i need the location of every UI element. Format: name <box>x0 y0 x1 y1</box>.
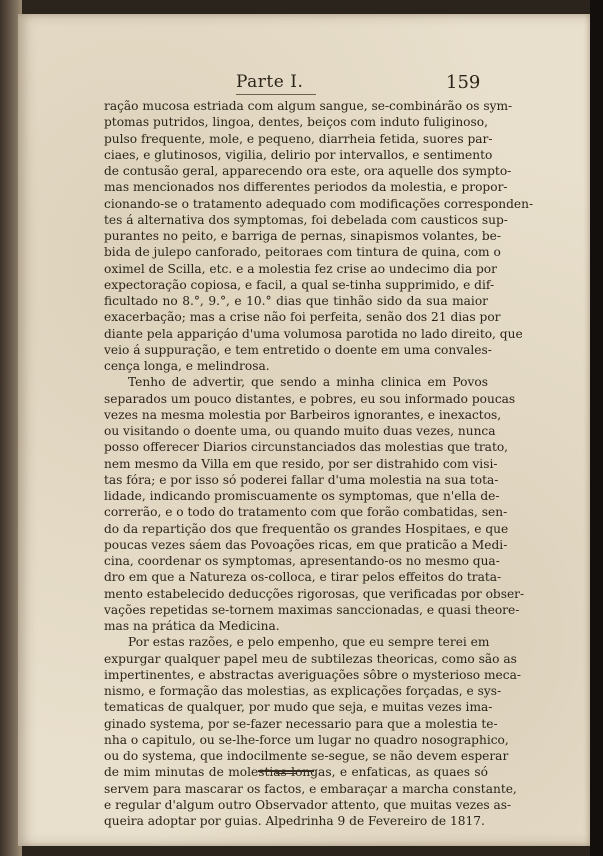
text-line: do da repartição dos que frequentão os grandes Hospitaes, e que <box>104 521 509 536</box>
text-line: nismo, e formação das molestias, as explicações forçadas, e sys- <box>104 684 502 698</box>
text-line: expectoração copiosa, e facil, a qual se-tinha supprimido, e dif- <box>104 277 495 292</box>
text-line: tematicas de qualquer, por mudo que seja, e muitas vezes ima- <box>104 700 493 715</box>
text-line: ciaes, e glutinosos, vigilia, delirio por intervallos, e sentimento <box>104 147 493 162</box>
text-line: vações repetidas se-tornem maximas sanccionadas, e quasi theore- <box>104 602 520 617</box>
page-header <box>236 72 486 98</box>
text-line: lidade, indicando promiscuamente os symptomas, que n'ella de- <box>104 489 500 503</box>
text-line: ração mucosa estriada com algum sangue, se-combinárão os sym- <box>104 99 513 113</box>
text-line: tas fóra; e por isso só poderei fallar d'uma molestia na sua tota- <box>104 472 499 487</box>
text-line: pulso frequente, mole, e pequeno, diarrheia fetida, suores par- <box>104 131 493 146</box>
text-line: vezes na mesma molestia por Barbeiros ignorantes, e inexactos, <box>104 407 502 422</box>
scan-right-edge <box>590 0 603 856</box>
text-line: dro em que a Natureza os-colloca, e tirar pelos effeitos do trata- <box>104 570 502 585</box>
text-line: queira adoptar por guias. Alpedrinha 9 de Fevereiro de 1817. <box>104 814 485 828</box>
text-line: impertinentes, e abstractas averiguações sôbre o mysterioso meca- <box>104 667 521 682</box>
text-line: nha o capitulo, ou se-lhe-force um lugar no quadro nosographico, <box>104 732 509 747</box>
page-number: 159 <box>446 72 481 93</box>
text-line: ficultado no 8.°, 9.°, e 10.° dias que tinhão sido da sua maior <box>104 294 488 308</box>
text-line: cionando-se o tratamento adequado com modificações corresponden- <box>104 196 534 211</box>
text-line: Tenho de advertir, que sendo a minha clinica em Povos <box>128 375 488 390</box>
body-text <box>104 98 534 829</box>
text-line: poucas vezes sáem das Povoações ricas, em que praticão a Medi- <box>104 537 508 552</box>
text-line: de mim minutas de molestias longas, e enfaticas, as quaes só <box>104 765 488 780</box>
text-line: exacerbação; mas a crise não foi perfeita, senão dos 21 dias por <box>104 310 501 325</box>
text-line: cença longa, e melindrosa. <box>104 359 270 373</box>
text-line: ou visitando o doente uma, ou quando muito duas vezes, nunca <box>104 424 496 438</box>
text-line: purantes no peito, e barriga de pernas, sinapismos volantes, be- <box>104 229 502 243</box>
text-line: mento estabelecido deducções rigorosas, que verificadas por obser- <box>104 586 525 601</box>
end-ornament-rule <box>258 770 314 773</box>
text-line: separados um pouco distantes, e pobres, eu sou informado poucas <box>104 391 516 406</box>
text-line: veio á suppuração, e tem entretido o doente em uma convales- <box>104 342 492 357</box>
text-line: e regular d'algum outro Observador attento, que muitas vezes as- <box>104 797 512 812</box>
text-line: expurgar qualquer papel meu de subtilezas theoricas, como são as <box>104 651 517 666</box>
text-line: posso offerecer Diarios circunstanciados das molestias que trato, <box>104 440 509 455</box>
text-line: servem para mascarar os factos, e embaraçar a marcha constante, <box>104 781 517 796</box>
text-line: ou do systema, que indocilmente se-segue, se não devem esperar <box>104 749 509 763</box>
text-line: tes á alternativa dos symptomas, foi debelada com causticos sup- <box>104 212 508 227</box>
text-line: bida de julepo canforado, peitoraes com tintura de quina, com o <box>104 245 501 260</box>
text-line: ptomas putridos, lingoa, dentes, beiços com induto fuliginoso, <box>104 115 488 130</box>
text-line: nem mesmo da Villa em que resido, por ser distrahido com visi- <box>104 456 498 471</box>
text-line: Por estas razões, e pelo empenho, que eu sempre terei em <box>128 635 490 650</box>
text-line: cina, coordenar os symptomas, apresentando-os no mesmo qua- <box>104 554 500 568</box>
text-line: de contusão geral, apparecendo ora este, ora aquelle dos sympto- <box>104 164 512 178</box>
text-line: ginado systema, por se-fazer necessario para que a molestia te- <box>104 716 498 731</box>
running-head: Parte I. <box>236 72 304 92</box>
text-line: correrão, e o todo do tratamento com que forão combatidas, sen- <box>104 505 508 520</box>
running-head-rule <box>236 94 316 95</box>
text-line: oximel de Scilla, etc. e a molestia fez crise ao undecimo dia por <box>104 261 497 276</box>
text-line: mas na prática da Medicina. <box>104 619 280 633</box>
text-line: diante pela appariçáo d'uma volumosa parotida no lado direito, que <box>104 326 523 341</box>
text-line: mas mencionados nos differentes periodos da molestia, e propor- <box>104 180 508 195</box>
